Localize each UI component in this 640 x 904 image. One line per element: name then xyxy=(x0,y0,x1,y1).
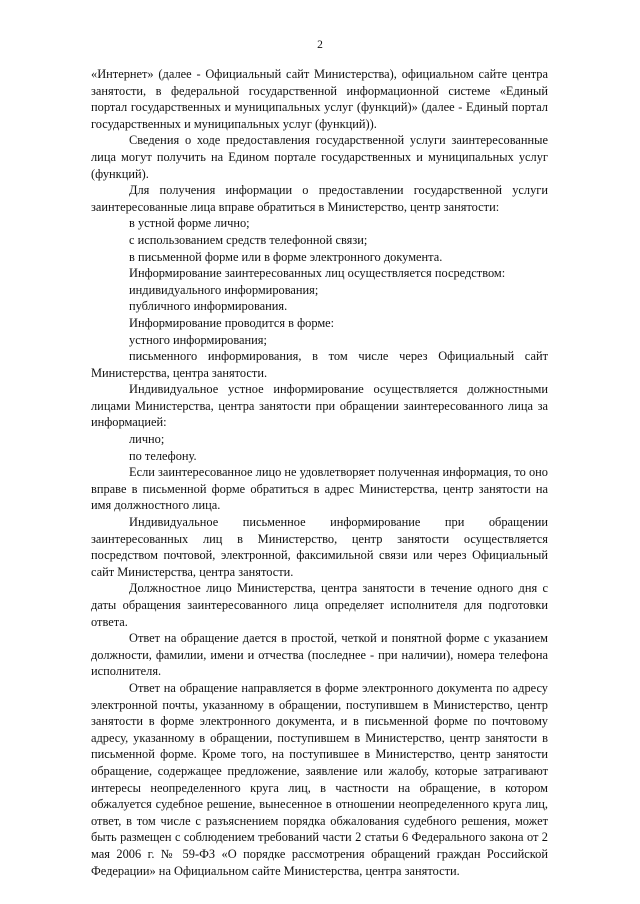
list-item: индивидуального информирования; xyxy=(129,282,319,297)
paragraph: Ответ на обращение направляется в форме электронного документа по адресу электронной почты, указанному в обращении, поступившем в Министерство, центр занятости в форме электронного документа, и в письменной форме по почтовому адресу, указанному в обращении, поступившем в Министерство, центр занятости в письменной форме. Кроме того, на поступившее в Министерство, центр занятости обращение, содержащее предложение, заявление или жалобу, которые затрагивают интересы неопределенного круга лиц, в частности на обращение, в котором обжалуется судебное решение, вынесенное в отношении неопределенного круга лиц, ответ, в том числе с разъяснением порядка обжалования судебного решения, может быть размещен с соблюдением требований части 2 статьи 6 Федерального закона от 2 мая 2006 г. № 59-ФЗ «О порядке рассмотрения обращений граждан Российской Федерации» на Официальном сайте Министерства, центра занятости. xyxy=(91,680,548,878)
paragraph: Сведения о ходе предоставления государственной услуги заинтересованные лица могут получить на Едином портале государственных и муниципальных услуг (функций). xyxy=(91,133,548,181)
paragraph: Должностное лицо Министерства, центра занятости в течение одного дня с даты обращения заинтересованного лица определяет исполнителя для подготовки ответа. xyxy=(91,581,548,629)
paragraph: Индивидуальное устное информирование осуществляется должностными лицами Министерства, центра занятости при обращении заинтересованного лица за информацией: xyxy=(91,382,548,430)
paragraph: Для получения информации о предоставлении государственной услуги заинтересованные лица вправе обратиться в Министерство, центр занятости: xyxy=(91,183,548,214)
document-body xyxy=(91,66,548,879)
list-item: Информирование проводится в форме: xyxy=(129,315,335,330)
paragraph: Индивидуальное письменное информирование при обращении заинтересованных лиц в Министерство, центр занятости осуществляется посредством почтовой, электронной, факсимильной связи или через Официальный сайт Министерства, центра занятости. xyxy=(91,515,548,579)
paragraph: письменного информирования, в том числе через Официальный сайт Министерства, центра занятости. xyxy=(91,349,548,380)
list-item: лично; xyxy=(129,432,165,447)
page-number: 2 xyxy=(317,39,323,51)
list-item: по телефону. xyxy=(129,448,197,463)
list-item: Информирование заинтересованных лиц осуществляется посредством: xyxy=(129,266,506,281)
paragraph: «Интернет» (далее - Официальный сайт Министерства), официальном сайте центра занятости, в федеральной государственной информационной системе «Единый портал государственных и муниципальных услуг (функций)» (далее - Единый портал государственных и муниципальных услуг (функций)). xyxy=(91,67,548,131)
list-item: в письменной форме или в форме электронного документа. xyxy=(129,249,443,264)
list-item: в устной форме лично; xyxy=(129,216,250,231)
list-item: с использованием средств телефонной связи; xyxy=(129,232,368,247)
list-item: устного информирования; xyxy=(129,332,267,347)
paragraph: Если заинтересованное лицо не удовлетворяет полученная информация, то оно вправе в письменной форме обратиться в адрес Министерства, центр занятости на имя должностного лица. xyxy=(91,465,548,513)
paragraph: Ответ на обращение дается в простой, четкой и понятной форме с указанием должности, фамилии, имени и отчества (последнее - при наличии), номера телефона исполнителя. xyxy=(91,631,548,679)
list-item: публичного информирования. xyxy=(129,299,288,314)
